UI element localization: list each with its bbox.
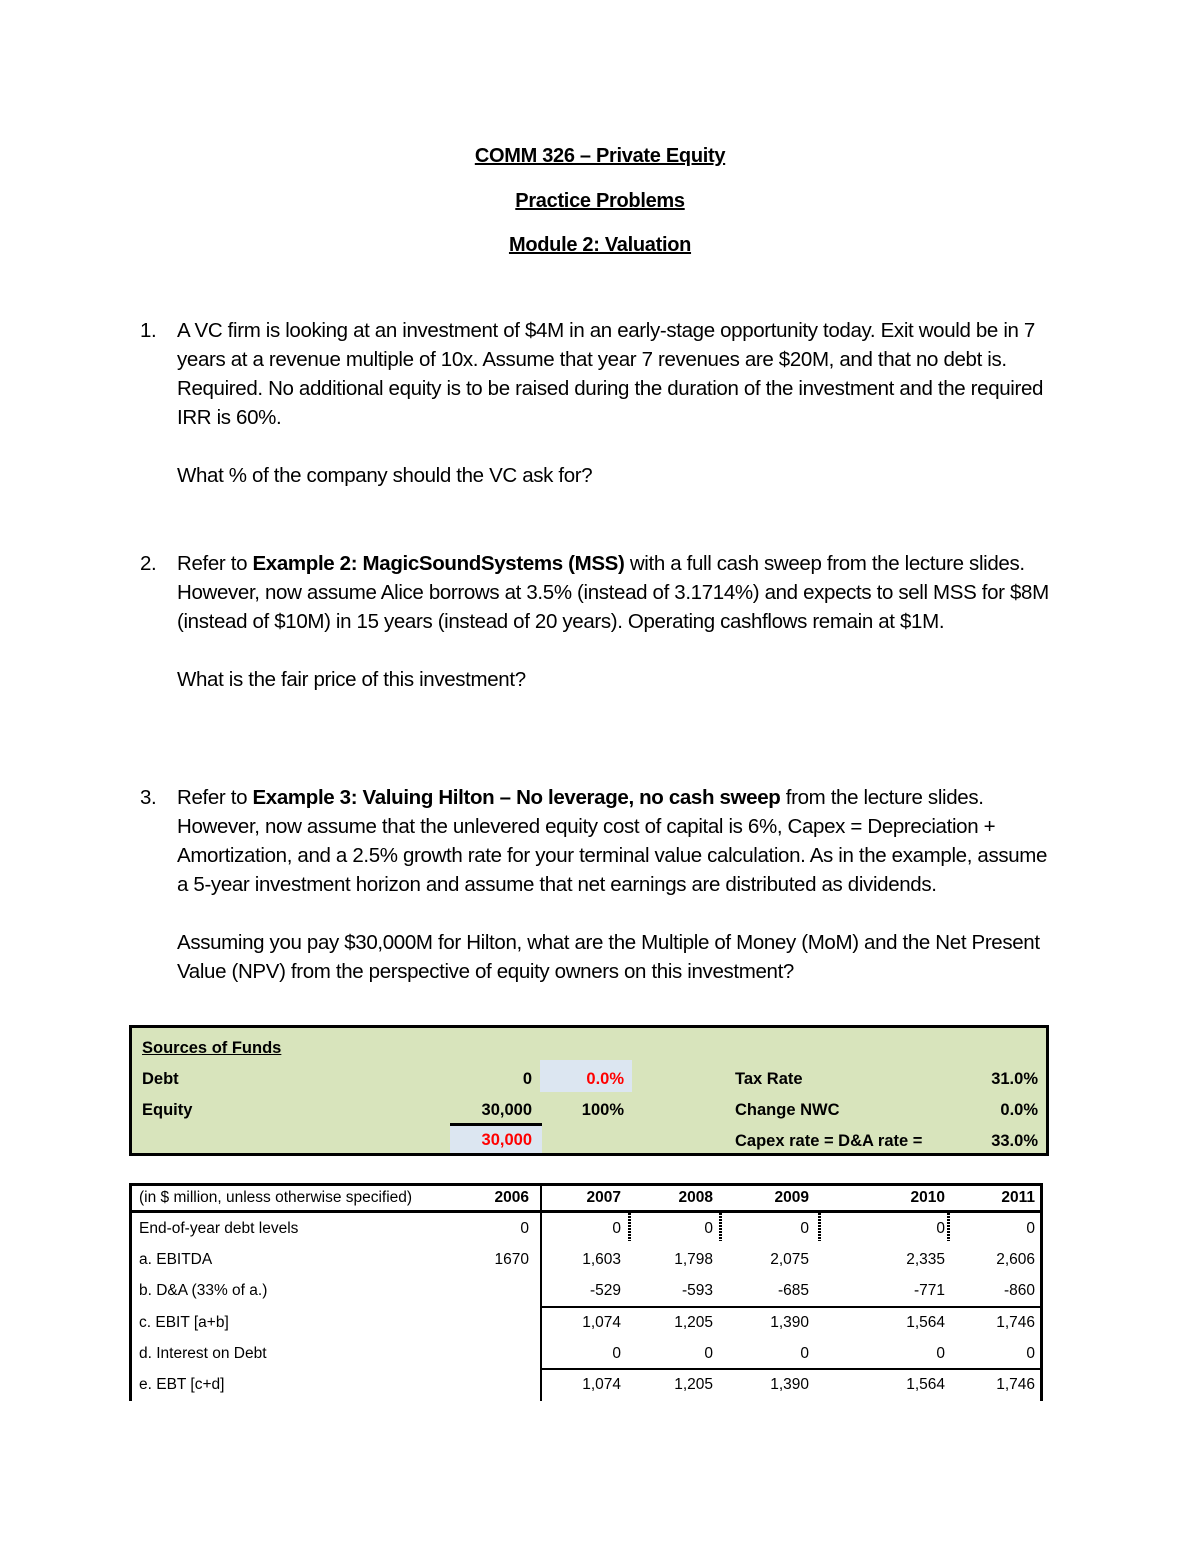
question-ask: What is the fair price of this investment? [177,668,526,691]
row-label: e. EBT [c+d] [139,1376,225,1393]
equity-label: Equity [142,1101,193,1119]
question-number: 3. [140,786,157,809]
sources-of-funds-box [129,1025,1049,1156]
year-header: 2008 [678,1189,713,1206]
table-cell: 0 [936,1220,945,1237]
question-text [177,549,1060,636]
table-cell: 0 [1026,1220,1035,1237]
table-cell: -771 [913,1282,945,1299]
table-cell: 0 [612,1345,621,1362]
table-cell: -860 [1003,1282,1035,1299]
equity-value: 30,000 [481,1101,532,1119]
example-reference: Example 3: Valuing Hilton – No leverage, no cash sweep [252,786,781,809]
document-subtitle: Practice Problems [515,190,685,212]
question-3 [140,783,1060,986]
text-segment: Refer to [177,786,253,809]
table-cell: -593 [681,1282,713,1299]
table-cell: 1,564 [906,1314,945,1331]
tax-rate-value: 31.0% [991,1070,1038,1088]
table-cell: 0 [800,1220,809,1237]
sources-title: Sources of Funds [142,1039,282,1057]
row-label: a. EBITDA [139,1251,213,1268]
year-header: 2007 [586,1189,621,1206]
table-cell: 1,603 [582,1251,621,1268]
capex-value: 33.0% [991,1132,1038,1150]
dashed-separator [947,1213,950,1241]
row-divider [540,1368,1043,1370]
table-cell: 0 [800,1345,809,1362]
table-cell: 1,746 [996,1314,1035,1331]
table-cell: -529 [589,1282,621,1299]
capex-label: Capex rate = D&A rate = [735,1132,923,1150]
equity-pct: 100% [581,1101,624,1119]
year-header: 2009 [774,1189,809,1206]
year-header: 2010 [910,1189,945,1206]
table-cell: 1,564 [906,1376,945,1393]
debt-value: 0 [522,1070,532,1088]
nwc-value: 0.0% [1000,1101,1038,1119]
table-cell: 0 [704,1220,713,1237]
question-2 [140,549,1060,694]
text-segment: with a full cash sweep from the lecture slides. However, now assume Alice borrows at 3.5% (instead of 3.1714%) and expects to sell MSS for $8M (instead of $10M) in 15 years (instead of 20 years). Operating cashflows remain at $1M. [177,552,1049,633]
table-cell: 1,798 [674,1251,713,1268]
document-title: COMM 326 – Private Equity [474,145,726,167]
module-title: Module 2: Valuation [508,234,692,256]
total-value: 30,000 [450,1126,542,1153]
left-border [129,1183,132,1401]
table-cell: 1,390 [770,1376,809,1393]
table-cell: 0 [936,1345,945,1362]
table-cell: 0 [1026,1345,1035,1362]
row-label: d. Interest on Debt [139,1345,267,1362]
table-cell: 1,390 [770,1314,809,1331]
header-label: (in $ million, unless otherwise specified) [139,1189,413,1206]
question-1 [140,316,1060,490]
year-header: 2011 [1001,1189,1035,1206]
row-label: b. D&A (33% of a.) [139,1282,268,1299]
year-header: 2006 [494,1189,529,1206]
text-segment: from the lecture slides. However, now assume that the unlevered equity cost of capital is 6%, Capex = Depreciation + Amortization, and a 2.5% growth rate for your terminal value calculation. As in the example, assume a 5-year investment horizon and assume that net earnings are distributed as dividends. [177,786,1048,896]
question-text [177,783,1060,899]
table-cell: 0 [520,1220,529,1237]
debt-label: Debt [142,1070,179,1088]
table-cell: 2,075 [770,1251,809,1268]
debt-pct: 0.0% [540,1060,632,1092]
row-label: End-of-year debt levels [139,1220,299,1237]
table-cell: 2,606 [996,1251,1035,1268]
tax-rate-label: Tax Rate [735,1070,803,1088]
table-cell: 2,335 [906,1251,945,1268]
table-cell: -685 [777,1282,809,1299]
dashed-separator [818,1213,821,1241]
table-cell: 1,205 [674,1376,713,1393]
row-label: c. EBIT [a+b] [139,1314,229,1331]
table-cell: 1670 [494,1251,529,1268]
question-text: A VC firm is looking at an investment of $4M in an early-stage opportunity today. Exit would be in 7 years at a revenue multiple of 10x. Assume that year 7 revenues are $20M, and that no debt is. Required. No additional equity is to be raised during the duration of the investment and the required IRR is 60%. [177,319,1044,429]
row-divider [540,1306,1043,1308]
dashed-separator [719,1213,722,1241]
nwc-label: Change NWC [735,1101,840,1119]
dashed-separator [628,1213,631,1241]
table-cell: 0 [612,1220,621,1237]
text-segment: Refer to [177,552,253,575]
example-reference: Example 2: MagicSoundSystems (MSS) [252,552,625,575]
table-cell: 0 [704,1345,713,1362]
table-cell: 1,205 [674,1314,713,1331]
table-cell: 1,074 [582,1376,621,1393]
question-number: 2. [140,552,157,575]
question-number: 1. [140,319,157,342]
question-ask: What % of the company should the VC ask for? [177,464,593,487]
table-cell: 1,074 [582,1314,621,1331]
question-ask: Assuming you pay $30,000M for Hilton, what are the Multiple of Money (MoM) and the Net Present Value (NPV) from the perspective of equity owners on this investment? [177,931,1040,983]
table-cell: 1,746 [996,1376,1035,1393]
